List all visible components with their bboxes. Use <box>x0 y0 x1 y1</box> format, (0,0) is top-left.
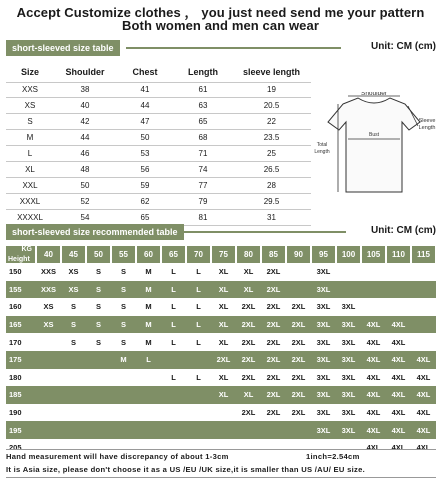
headline-unisex: Both women and men can wear <box>121 18 319 33</box>
rec-cell: 2XL <box>291 372 306 382</box>
rec-cell: 4XL <box>411 421 436 439</box>
rec-cell: 2XL <box>291 408 306 418</box>
rec-cell: S <box>86 281 111 299</box>
weight-header: 75 <box>211 246 236 263</box>
height-cell: 190 <box>9 408 22 418</box>
rec-cell: 4XL <box>361 351 386 369</box>
rec-cell: 4XL <box>386 351 411 369</box>
rec-cell <box>386 298 411 316</box>
rec-row <box>6 386 436 404</box>
rec-cell: 4XL <box>386 386 411 404</box>
rec-cell: XL <box>236 281 261 299</box>
rec-row <box>6 421 436 439</box>
rec-cell: L <box>161 316 186 334</box>
rec-cell: M <box>136 281 161 299</box>
rec-cell: XS <box>43 302 54 312</box>
rec-cell <box>186 421 211 439</box>
size-cell: 29.5 <box>232 193 311 209</box>
size-row <box>6 130 311 146</box>
column-header: Chest <box>116 62 174 82</box>
rec-cell: 2XL <box>266 408 281 418</box>
rec-cell: XS <box>68 267 79 277</box>
weight-header: 85 <box>261 246 286 263</box>
rec-cell: 3XL <box>336 386 361 404</box>
rec-cell: XL <box>218 267 229 277</box>
rec-cell: S <box>95 337 101 347</box>
rec-cell: 3XL <box>316 302 331 312</box>
rec-cell: XL <box>211 281 236 299</box>
weight-header: 60 <box>136 246 161 263</box>
size-cell: 41 <box>116 82 174 98</box>
shoulder-label: Shoulder <box>360 92 388 97</box>
bust-label: Bust <box>368 132 380 138</box>
size-cell: 68 <box>174 130 232 146</box>
weight-header: 70 <box>186 246 211 263</box>
rec-cell: L <box>186 316 211 334</box>
size-row <box>6 82 311 98</box>
rec-cell: 4XL <box>391 337 406 347</box>
size-cell: 40 <box>54 98 116 114</box>
rec-cell <box>411 263 436 281</box>
rec-cell: XL <box>218 372 229 382</box>
rec-cell: 4XL <box>391 408 406 418</box>
rec-cell: L <box>196 302 201 312</box>
rec-cell: S <box>120 337 126 347</box>
rec-cell: 3XL <box>316 372 331 382</box>
height-cell: 175 <box>6 351 36 369</box>
size-cell: 26.5 <box>232 161 311 177</box>
rec-cell <box>411 333 436 351</box>
weight-header: 115 <box>411 246 436 263</box>
rec-cell: S <box>111 316 136 334</box>
sleeve-label: Sleeve <box>418 118 436 124</box>
size-cell: XL <box>6 161 54 177</box>
rec-table-tag: short-sleeved size recommended table <box>6 224 184 240</box>
weight-header: 65 <box>161 246 186 263</box>
rec-cell: XL <box>211 386 236 404</box>
weight-header: 95 <box>311 246 336 263</box>
rec-cell: 3XL <box>311 316 336 334</box>
weight-header: 45 <box>61 246 86 263</box>
size-table-tag: short-sleeved size table <box>6 40 120 56</box>
rec-cell <box>36 369 61 387</box>
weight-header: 100 <box>336 246 361 263</box>
sleeve-length-label: Length <box>418 125 436 131</box>
size-cell: 79 <box>174 193 232 209</box>
weight-header: 80 <box>236 246 261 263</box>
rec-cell <box>61 404 86 422</box>
rec-cell: 4XL <box>361 421 386 439</box>
size-cell: 56 <box>116 161 174 177</box>
size-cell: 74 <box>174 161 232 177</box>
size-row <box>6 209 311 225</box>
size-cell: 44 <box>116 98 174 114</box>
size-row <box>6 177 311 193</box>
size-cell: L <box>6 146 54 162</box>
kg-label: KG <box>21 246 32 253</box>
weight-header: 55 <box>111 246 136 263</box>
height-cell: 205 <box>9 443 22 453</box>
height-cell: 195 <box>6 421 36 439</box>
rec-cell: 2XL <box>266 267 281 277</box>
size-cell: 31 <box>232 209 311 225</box>
rec-row <box>6 298 436 316</box>
size-row <box>6 98 311 114</box>
rec-cell <box>236 421 261 439</box>
total-label: Total <box>316 142 328 148</box>
rec-cell: XS <box>36 316 61 334</box>
rec-table-unit: Unit: CM (cm) <box>367 225 436 236</box>
rec-cell: 2XL <box>266 302 281 312</box>
rec-cell: 4XL <box>411 386 436 404</box>
column-header: Size <box>6 62 54 82</box>
rec-cell <box>161 421 186 439</box>
rec-cell: 4XL <box>386 421 411 439</box>
rec-cell <box>111 421 136 439</box>
rec-cell: L <box>186 281 211 299</box>
rec-cell <box>36 404 61 422</box>
rec-cell: 4XL <box>416 408 431 418</box>
size-row <box>6 114 311 130</box>
size-cell: 59 <box>116 177 174 193</box>
size-cell: 50 <box>54 177 116 193</box>
weight-header: 105 <box>361 246 386 263</box>
tshirt-diagram <box>308 92 440 202</box>
rec-cell <box>211 421 236 439</box>
rec-cell <box>161 404 186 422</box>
rec-cell: 4XL <box>361 316 386 334</box>
size-cell: 65 <box>174 114 232 130</box>
rec-cell <box>86 404 111 422</box>
rec-cell: XL <box>211 316 236 334</box>
size-cell: XXXL <box>6 193 54 209</box>
height-cell: 165 <box>6 316 36 334</box>
size-row <box>6 193 311 209</box>
rec-cell <box>161 386 186 404</box>
rec-header-row <box>6 246 436 263</box>
size-cell: 65 <box>116 209 174 225</box>
height-cell: 180 <box>9 372 22 382</box>
rec-cell <box>36 386 61 404</box>
rec-cell: 3XL <box>311 386 336 404</box>
size-cell: 25 <box>232 146 311 162</box>
rec-cell <box>86 386 111 404</box>
rec-row <box>6 369 436 387</box>
rec-cell <box>111 404 136 422</box>
rec-cell: S <box>70 302 76 312</box>
rec-cell: M <box>136 316 161 334</box>
size-cell: XXXXL <box>6 209 54 225</box>
rec-cell <box>286 421 311 439</box>
height-cell: 160 <box>9 302 22 312</box>
rec-cell: L <box>196 372 201 382</box>
weight-header: 110 <box>386 246 411 263</box>
rec-cell: S <box>120 267 126 277</box>
rec-cell <box>261 421 286 439</box>
weight-header: 50 <box>86 246 111 263</box>
rec-cell: 2XL <box>291 337 306 347</box>
note-asia-size: It is Asia size, please don't choose it as a US /EU /UK size,it is smaller than US /AU/ EU size. <box>6 465 366 474</box>
rec-cell: 2XL <box>261 386 286 404</box>
size-cell: 38 <box>54 82 116 98</box>
rec-cell: XS <box>61 281 86 299</box>
rec-cell <box>86 421 111 439</box>
size-cell: 42 <box>54 114 116 130</box>
rec-cell <box>136 369 161 387</box>
rec-cell: 4XL <box>361 386 386 404</box>
rec-cell <box>211 404 236 422</box>
rec-cell: XL <box>218 337 229 347</box>
rec-cell: L <box>196 337 201 347</box>
rec-cell <box>361 298 386 316</box>
size-cell: XXS <box>6 82 54 98</box>
height-cell: 185 <box>6 386 36 404</box>
size-cell: 19 <box>232 82 311 98</box>
rec-cell: 2XL <box>241 408 256 418</box>
rec-cell <box>161 351 186 369</box>
size-cell: 63 <box>174 98 232 114</box>
rec-cell: 2XL <box>241 337 256 347</box>
rec-cell: S <box>86 316 111 334</box>
rec-cell: 3XL <box>311 421 336 439</box>
rec-cell: XL <box>236 386 261 404</box>
size-cell: 77 <box>174 177 232 193</box>
rec-cell <box>36 333 61 351</box>
rec-cell <box>186 351 211 369</box>
column-header: Length <box>174 62 232 82</box>
rec-cell: 4XL <box>411 351 436 369</box>
rec-cell <box>136 421 161 439</box>
recommend-table <box>6 246 437 457</box>
headline-customize: Accept Customize clothes ， you just need send me your pattern <box>16 5 425 20</box>
rec-row <box>6 281 436 299</box>
rec-cell: L <box>161 281 186 299</box>
size-cell: 54 <box>54 209 116 225</box>
size-cell: 62 <box>116 193 174 209</box>
height-cell: 150 <box>9 267 22 277</box>
rec-cell: S <box>111 281 136 299</box>
rec-cell: 3XL <box>336 316 361 334</box>
rec-cell: 2XL <box>241 372 256 382</box>
rec-cell: 4XL <box>366 408 381 418</box>
rec-cell: 2XL <box>266 337 281 347</box>
note-inch: 1inch=2.54cm <box>306 452 360 461</box>
rec-cell <box>336 281 361 299</box>
size-cell: 61 <box>174 82 232 98</box>
rec-cell: L <box>171 267 176 277</box>
rec-cell: M <box>145 337 152 347</box>
rec-cell: XXS <box>36 281 61 299</box>
rec-cell <box>361 263 386 281</box>
rec-cell: S <box>61 316 86 334</box>
size-cell: S <box>6 114 54 130</box>
divider <box>181 231 346 233</box>
rec-cell <box>361 281 386 299</box>
rec-cell: XL <box>218 302 229 312</box>
rec-cell: 3XL <box>316 337 331 347</box>
rec-cell: 2XL <box>291 302 306 312</box>
rec-cell: 4XL <box>366 443 381 453</box>
rec-cell: 3XL <box>336 421 361 439</box>
rec-cell: 3XL <box>316 267 331 277</box>
rec-cell: 4XL <box>386 316 411 334</box>
rec-cell: S <box>70 337 76 347</box>
rec-cell: S <box>95 302 101 312</box>
rec-cell: L <box>171 337 176 347</box>
height-label: Height <box>8 256 30 263</box>
size-row <box>6 161 311 177</box>
rec-cell: 4XL <box>416 443 431 453</box>
rec-cell: 2XL <box>286 316 311 334</box>
size-table-bar <box>6 40 436 56</box>
size-table <box>6 62 311 226</box>
rec-cell <box>61 421 86 439</box>
rec-cell: 4XL <box>366 372 381 382</box>
rec-cell <box>86 351 111 369</box>
rec-cell: 2XL <box>211 351 236 369</box>
size-cell: 52 <box>54 193 116 209</box>
rec-cell: XXS <box>40 267 56 277</box>
rec-cell <box>386 281 411 299</box>
rec-cell: 3XL <box>341 408 356 418</box>
rec-row <box>6 263 436 281</box>
rec-cell <box>411 316 436 334</box>
height-cell: 155 <box>6 281 36 299</box>
size-cell: 23.5 <box>232 130 311 146</box>
rec-cell: 2XL <box>236 351 261 369</box>
size-table-header-row <box>6 62 311 82</box>
rec-cell: L <box>171 372 176 382</box>
note-discrepancy: Hand measurement will have discrepancy of about 1-3cm <box>6 452 229 461</box>
size-cell: 46 <box>54 146 116 162</box>
rec-cell: 2XL <box>241 302 256 312</box>
rec-cell: S <box>120 302 126 312</box>
size-cell: XS <box>6 98 54 114</box>
corner-cell <box>6 246 36 263</box>
size-cell: 20.5 <box>232 98 311 114</box>
rec-cell: 4XL <box>366 337 381 347</box>
rec-cell <box>86 369 111 387</box>
rec-cell: 3XL <box>336 351 361 369</box>
rec-cell <box>186 386 211 404</box>
size-cell: 50 <box>116 130 174 146</box>
rec-cell: 2XL <box>286 351 311 369</box>
rec-row <box>6 404 436 422</box>
rec-cell: L <box>196 267 201 277</box>
rec-cell <box>136 386 161 404</box>
column-header: sleeve length <box>232 62 311 82</box>
rec-row <box>6 351 436 369</box>
size-cell: 48 <box>54 161 116 177</box>
rec-row <box>6 333 436 351</box>
rec-cell: M <box>145 302 152 312</box>
rec-cell: 4XL <box>391 443 406 453</box>
rec-cell: S <box>95 267 101 277</box>
rec-cell: 3XL <box>341 337 356 347</box>
rec-cell <box>111 386 136 404</box>
size-cell: 81 <box>174 209 232 225</box>
rec-cell: 3XL <box>341 302 356 312</box>
rec-cell: 2XL <box>261 281 286 299</box>
size-cell: M <box>6 130 54 146</box>
size-table-unit: Unit: CM (cm) <box>367 41 436 52</box>
rec-cell <box>286 281 311 299</box>
rec-cell: L <box>136 351 161 369</box>
size-cell: 22 <box>232 114 311 130</box>
size-cell: 28 <box>232 177 311 193</box>
rec-cell: 2XL <box>261 316 286 334</box>
size-cell: 44 <box>54 130 116 146</box>
size-cell: 47 <box>116 114 174 130</box>
rec-cell: 3XL <box>311 281 336 299</box>
weight-header: 90 <box>286 246 311 263</box>
rec-cell: 3XL <box>316 408 331 418</box>
rec-cell: 4XL <box>416 372 431 382</box>
column-header: Shoulder <box>54 62 116 82</box>
rec-cell: 2XL <box>261 351 286 369</box>
divider <box>126 47 341 49</box>
rec-cell <box>36 351 61 369</box>
rec-cell <box>111 369 136 387</box>
rec-cell <box>61 369 86 387</box>
tshirt-icon <box>308 92 440 202</box>
rec-cell <box>286 263 311 281</box>
height-cell: 170 <box>9 337 22 347</box>
rec-cell <box>411 281 436 299</box>
rec-cell <box>336 263 361 281</box>
weight-header: 40 <box>36 246 61 263</box>
rec-cell <box>186 404 211 422</box>
size-cell: XXL <box>6 177 54 193</box>
rec-cell: 2XL <box>236 316 261 334</box>
rec-cell: 3XL <box>311 351 336 369</box>
rec-cell <box>136 404 161 422</box>
size-cell: 53 <box>116 146 174 162</box>
rec-cell <box>386 263 411 281</box>
rec-cell: XL <box>243 267 254 277</box>
size-cell: 71 <box>174 146 232 162</box>
rec-cell <box>411 298 436 316</box>
rec-cell: 2XL <box>266 372 281 382</box>
rec-cell: 3XL <box>341 372 356 382</box>
rec-cell <box>36 421 61 439</box>
rec-cell: M <box>145 267 152 277</box>
rec-cell: M <box>111 351 136 369</box>
rec-row <box>6 316 436 334</box>
note-measurement <box>6 452 436 461</box>
total-length-label: Length <box>314 149 330 155</box>
rec-cell: 4XL <box>391 372 406 382</box>
size-row <box>6 146 311 162</box>
rec-cell: L <box>171 302 176 312</box>
rec-table-bar <box>6 224 436 240</box>
rec-cell <box>61 386 86 404</box>
rec-cell <box>61 351 86 369</box>
rec-cell: 2XL <box>286 386 311 404</box>
